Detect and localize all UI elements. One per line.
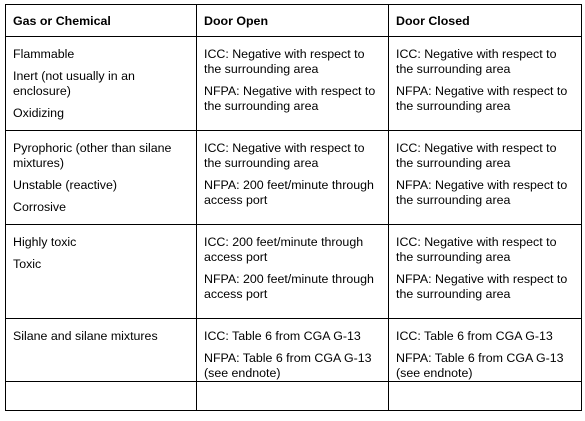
empty-table-row bbox=[6, 382, 582, 411]
table-header-row bbox=[6, 5, 582, 37]
gas-item: Oxidizing bbox=[13, 106, 64, 120]
header-gas-or-chemical: Gas or Chemical bbox=[6, 5, 197, 37]
empty-cell bbox=[197, 382, 389, 411]
requirement-text: NFPA: Table 6 from CGA G-13 (see endnote) bbox=[204, 351, 372, 380]
gas-cell bbox=[6, 319, 197, 382]
requirement-text: ICC: Negative with respect to the surrounding area bbox=[396, 235, 557, 264]
door-open-cell bbox=[197, 319, 389, 382]
door-closed-cell bbox=[389, 131, 582, 225]
header-door-open: Door Open bbox=[197, 5, 389, 37]
door-closed-cell bbox=[389, 225, 582, 319]
requirement-text: NFPA: 200 feet/minute through access port bbox=[204, 272, 374, 301]
gas-cell bbox=[6, 225, 197, 319]
gas-item: Highly toxic bbox=[13, 235, 77, 249]
table-row bbox=[6, 319, 582, 382]
requirement-text: ICC: Negative with respect to the surrounding area bbox=[204, 141, 365, 170]
door-open-cell bbox=[197, 131, 389, 225]
requirement-text: NFPA: Negative with respect to the surrounding area bbox=[396, 272, 568, 301]
gas-item: Corrosive bbox=[13, 200, 67, 214]
door-closed-cell bbox=[389, 319, 582, 382]
requirement-text: ICC: Table 6 from CGA G-13 bbox=[204, 329, 361, 343]
requirement-text: ICC: Negative with respect to the surrounding area bbox=[204, 47, 365, 76]
empty-cell bbox=[389, 382, 582, 411]
requirement-text: NFPA: Negative with respect to the surrounding area bbox=[204, 84, 376, 113]
table-row bbox=[6, 131, 582, 225]
door-open-cell bbox=[197, 225, 389, 319]
requirement-text: ICC: Negative with respect to the surrounding area bbox=[396, 141, 557, 170]
requirement-text: NFPA: Negative with respect to the surrounding area bbox=[396, 84, 568, 113]
gas-item: Pyrophoric (other than silane mixtures) bbox=[13, 141, 172, 170]
requirement-text: NFPA: Negative with respect to the surrounding area bbox=[396, 178, 568, 207]
gas-item: Silane and silane mixtures bbox=[13, 329, 158, 343]
gas-item: Inert (not usually in an enclosure) bbox=[13, 69, 135, 98]
requirement-text: NFPA: 200 feet/minute through access port bbox=[204, 178, 374, 207]
ventilation-requirements-table bbox=[5, 4, 582, 411]
door-open-cell bbox=[197, 37, 389, 131]
requirement-text: ICC: 200 feet/minute through access port bbox=[204, 235, 364, 264]
requirement-text: NFPA: Table 6 from CGA G-13 (see endnote) bbox=[396, 351, 564, 380]
table-row bbox=[6, 225, 582, 319]
table-row bbox=[6, 37, 582, 131]
gas-item: Unstable (reactive) bbox=[13, 178, 117, 192]
door-closed-cell bbox=[389, 37, 582, 131]
header-door-closed: Door Closed bbox=[389, 5, 582, 37]
gas-cell bbox=[6, 131, 197, 225]
requirement-text: ICC: Table 6 from CGA G-13 bbox=[396, 329, 553, 343]
gas-item: Toxic bbox=[13, 257, 42, 271]
gas-item: Flammable bbox=[13, 47, 75, 61]
requirement-text: ICC: Negative with respect to the surrounding area bbox=[396, 47, 557, 76]
empty-cell bbox=[6, 382, 197, 411]
gas-cell bbox=[6, 37, 197, 131]
